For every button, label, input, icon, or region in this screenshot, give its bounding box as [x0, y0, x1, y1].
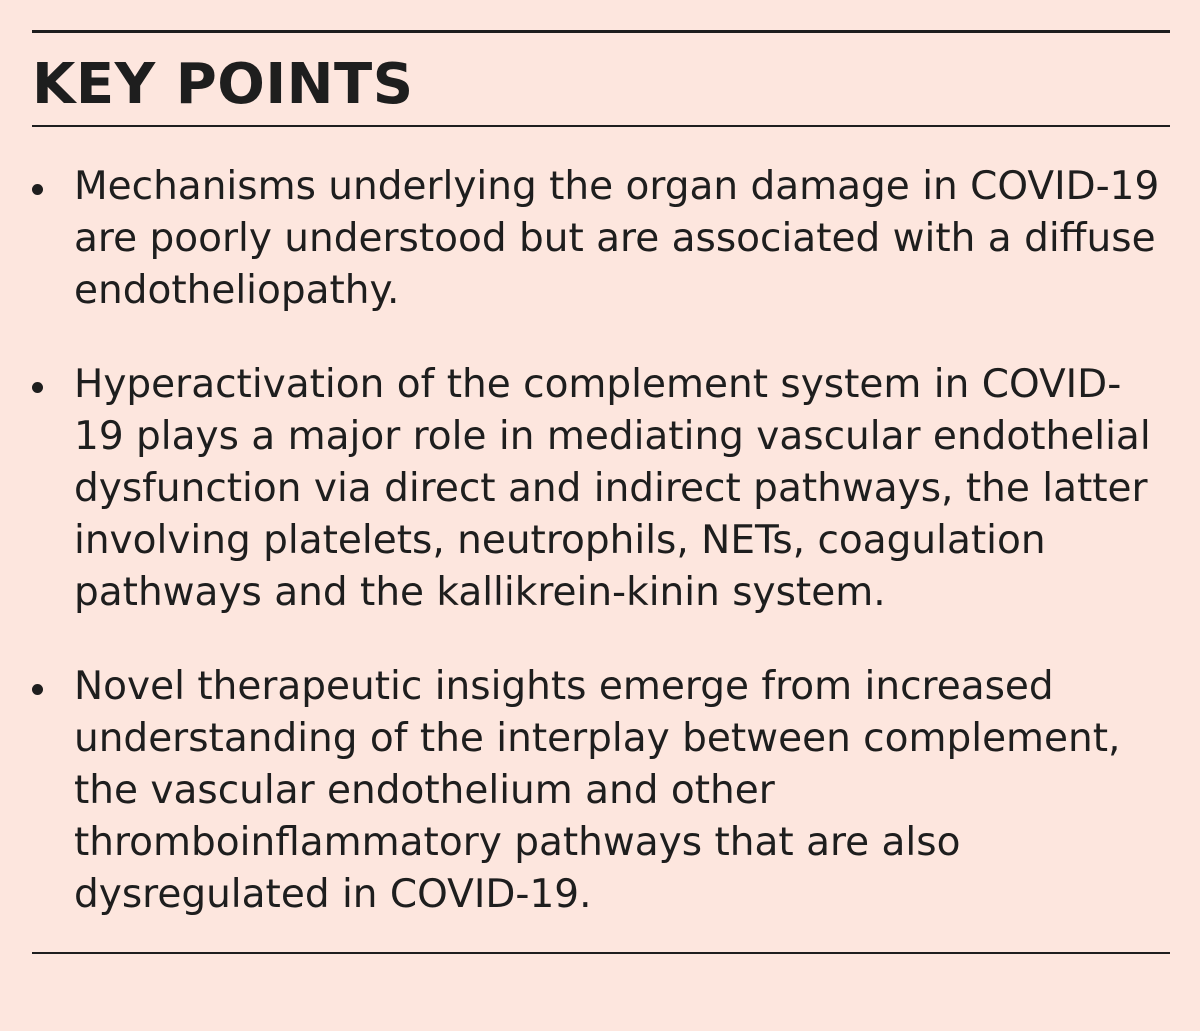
- bullet-icon: [32, 684, 43, 695]
- key-points-heading: KEY POINTS: [32, 52, 414, 117]
- bottom-rule: [32, 952, 1170, 954]
- bullet-icon: [32, 184, 43, 195]
- key-point-text: Hyperactivation of the complement system in COVID-19 plays a major role in mediating vascular endothelial dysfunction via direct and indirect pathways, the latter involving platelets, neutrophils, NETs, coagulation pathways and the kallikrein-kinin system.: [74, 362, 1151, 615]
- key-point-text: Mechanisms underlying the organ damage in COVID-19 are poorly understood but are associated with a diffuse endotheliopathy.: [74, 164, 1160, 313]
- key-point-text: Novel therapeutic insights emerge from increased understanding of the interplay between complement, the vascular endothelium and other thromboinflammatory pathways that are also dysregulated in COVID-19.: [74, 664, 1121, 917]
- key-points-list: [32, 161, 1170, 921]
- key-point-item: [32, 359, 1170, 619]
- key-point-item: [32, 161, 1170, 317]
- key-points-box: [32, 30, 1170, 963]
- key-point-item: [32, 661, 1170, 921]
- top-rule: [32, 30, 1170, 33]
- heading-rule: [32, 125, 1170, 127]
- bullet-icon: [32, 382, 43, 393]
